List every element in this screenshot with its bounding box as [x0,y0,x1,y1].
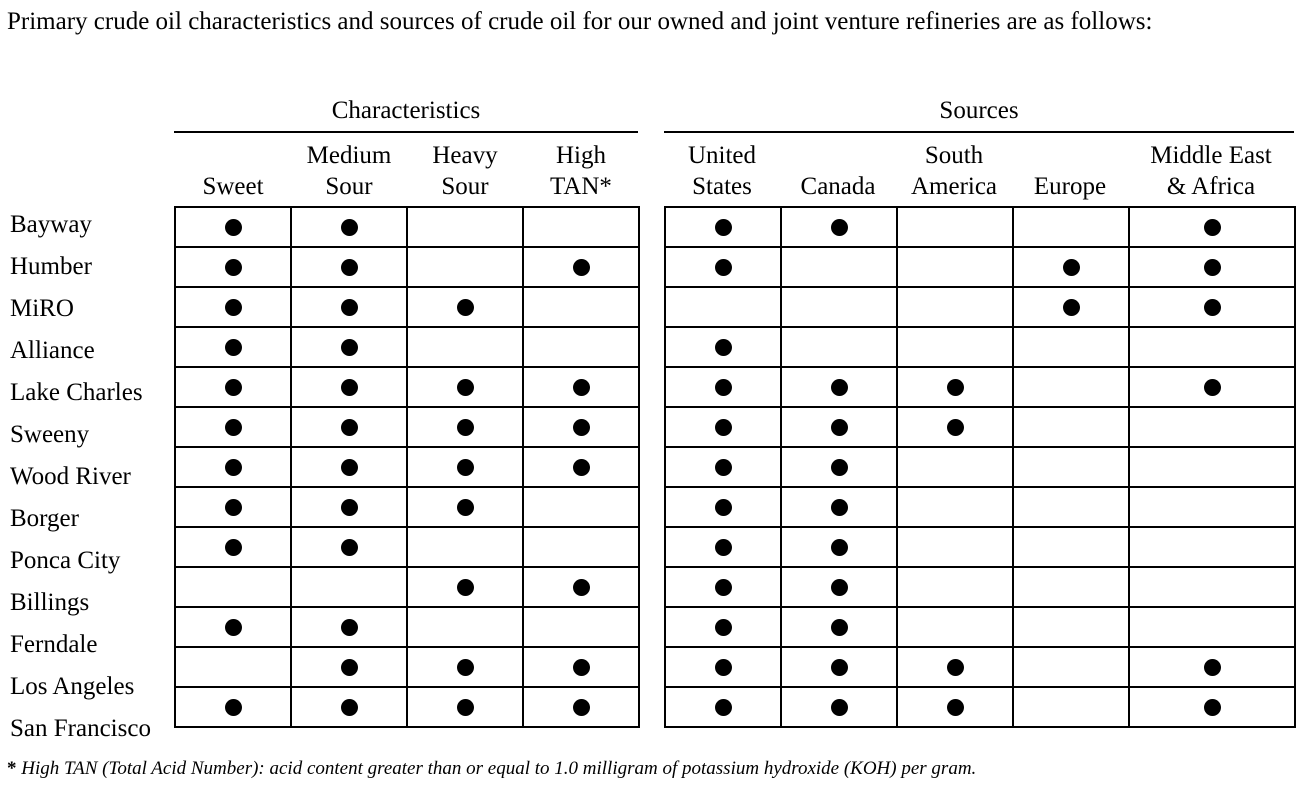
row-label-sweeny: Sweeny [10,421,90,448]
bullet-dot-icon [947,379,964,396]
table-row [665,327,1295,367]
bullet-dot-icon [573,259,590,276]
sources-group-rule [664,131,1294,133]
bullet-dot-icon [715,379,732,396]
table-cell [1013,327,1129,367]
bullet-dot-icon [1204,299,1221,316]
table-cell [1129,567,1295,607]
table-cell [781,247,897,287]
table-cell [781,327,897,367]
table-cell [781,207,897,247]
table-row [175,407,639,447]
bullet-dot-icon [831,459,848,476]
bullet-dot-icon [715,539,732,556]
table-cell [781,647,897,687]
table-row [665,207,1295,247]
bullet-dot-icon [225,339,242,356]
table-cell [407,207,523,247]
bullet-dot-icon [715,619,732,636]
bullet-dot-icon [225,539,242,556]
table-cell [407,407,523,447]
bullet-dot-icon [831,379,848,396]
bullet-dot-icon [341,499,358,516]
bullet-dot-icon [341,539,358,556]
bullet-dot-icon [715,459,732,476]
table-row [175,567,639,607]
bullet-dot-icon [225,499,242,516]
bullet-dot-icon [457,299,474,316]
table-cell [897,647,1013,687]
table-row [175,447,639,487]
table-cell [665,367,781,407]
table-cell [1129,647,1295,687]
bullet-dot-icon [341,419,358,436]
bullet-dot-icon [831,699,848,716]
table-row [175,247,639,287]
table-cell [1013,567,1129,607]
table-cell [897,567,1013,607]
table-cell [897,607,1013,647]
table-cell [407,647,523,687]
bullet-dot-icon [341,219,358,236]
table-row [665,647,1295,687]
table-cell [1129,407,1295,447]
table-row [175,687,639,727]
table-cell [291,687,407,727]
bullet-dot-icon [1204,659,1221,676]
bullet-dot-icon [831,499,848,516]
table-cell [407,567,523,607]
bullet-dot-icon [1063,259,1080,276]
table-row [665,527,1295,567]
table-cell [291,447,407,487]
bullet-dot-icon [715,259,732,276]
table-cell [1013,607,1129,647]
table-cell [665,407,781,447]
characteristics-group-rule [174,131,638,133]
table-cell [1129,447,1295,487]
intro-text: Primary crude oil characteristics and sources of crude oil for our owned and joint venture refineries are as follows: [7,8,1153,35]
table-cell [175,647,291,687]
table-cell [291,207,407,247]
bullet-dot-icon [225,299,242,316]
table-cell [523,567,639,607]
table-cell [1013,247,1129,287]
bullet-dot-icon [831,659,848,676]
table-cell [291,647,407,687]
table-cell [407,527,523,567]
bullet-dot-icon [1204,259,1221,276]
bullet-dot-icon [831,219,848,236]
table-cell [407,367,523,407]
table-cell [523,367,639,407]
row-label-billings: Billings [10,589,90,616]
table-cell [291,607,407,647]
table-cell [897,527,1013,567]
bullet-dot-icon [225,699,242,716]
sources-group-title: Sources [939,97,1019,124]
table-cell [407,247,523,287]
table-cell [897,407,1013,447]
table-cell [665,327,781,367]
bullet-dot-icon [573,579,590,596]
table-cell [781,367,897,407]
column-header-south-america: South America [910,142,998,200]
table-cell [175,367,291,407]
bullet-dot-icon [341,659,358,676]
table-cell [1129,247,1295,287]
table-cell [523,287,639,327]
table-cell [897,287,1013,327]
bullet-dot-icon [225,419,242,436]
bullet-dot-icon [457,499,474,516]
table-row [175,527,639,567]
bullet-dot-icon [947,659,964,676]
table-cell [897,487,1013,527]
bullet-dot-icon [1204,699,1221,716]
column-header-middle-east-africa: Middle East & Africa [1150,142,1272,200]
table-cell [175,447,291,487]
row-label-san-francisco: San Francisco [10,715,151,742]
table-cell [1013,447,1129,487]
bullet-dot-icon [457,659,474,676]
table-cell [897,447,1013,487]
bullet-dot-icon [715,339,732,356]
table-cell [665,247,781,287]
table-cell [897,247,1013,287]
bullet-dot-icon [947,699,964,716]
table-cell [175,287,291,327]
table-cell [291,287,407,327]
table-row [175,487,639,527]
bullet-dot-icon [573,419,590,436]
table-cell [175,327,291,367]
bullet-dot-icon [225,379,242,396]
bullet-dot-icon [341,259,358,276]
table-cell [665,527,781,567]
row-label-bayway: Bayway [10,211,92,238]
table-cell [175,487,291,527]
table-cell [407,447,523,487]
footnote [7,756,976,782]
row-label-wood-river: Wood River [10,463,131,490]
table-row [175,647,639,687]
table-cell [523,687,639,727]
table-cell [407,287,523,327]
column-header-heavy-sour: Heavy Sour [432,142,498,200]
table-cell [665,207,781,247]
table-cell [897,327,1013,367]
table-cell [1129,207,1295,247]
table-cell [291,367,407,407]
table-cell [407,487,523,527]
bullet-dot-icon [341,339,358,356]
table-row [175,367,639,407]
table-cell [665,447,781,487]
table-cell [523,647,639,687]
bullet-dot-icon [573,659,590,676]
table-row [175,607,639,647]
table-cell [781,447,897,487]
table-cell [665,487,781,527]
bullet-dot-icon [715,219,732,236]
table-row [665,687,1295,727]
table-cell [523,327,639,367]
characteristics-group-title: Characteristics [331,97,481,124]
footnote-marker: * [7,758,17,779]
table-cell [1129,327,1295,367]
table-cell [781,607,897,647]
bullet-dot-icon [225,259,242,276]
table-cell [897,207,1013,247]
column-header-sweet: Sweet [202,173,264,200]
table-cell [407,607,523,647]
table-cell [291,567,407,607]
table-cell [175,607,291,647]
bullet-dot-icon [573,379,590,396]
table-cell [291,527,407,567]
row-label-ponca-city: Ponca City [10,547,121,574]
footnote-text: High TAN (Total Acid Number): acid content greater than or equal to 1.0 milligram of potassium hydroxide (KOH) per gram. [16,758,977,779]
table-row [665,567,1295,607]
bullet-dot-icon [225,459,242,476]
table-cell [1013,527,1129,567]
table-cell [665,287,781,327]
table-cell [781,567,897,607]
table-cell [523,447,639,487]
bullet-dot-icon [341,379,358,396]
table-cell [523,487,639,527]
bullet-dot-icon [715,579,732,596]
table-cell [897,367,1013,407]
bullet-dot-icon [341,299,358,316]
table-cell [291,327,407,367]
table-cell [523,247,639,287]
table-cell [781,687,897,727]
table-cell [781,527,897,567]
row-label-miro: MiRO [10,295,74,322]
table-cell [781,487,897,527]
sources-grid [664,206,1296,728]
table-cell [1013,367,1129,407]
table-cell [523,407,639,447]
row-label-ferndale: Ferndale [10,631,98,658]
row-label-los-angeles: Los Angeles [10,673,135,700]
table-cell [897,687,1013,727]
column-header-canada: Canada [800,173,876,200]
table-cell [291,247,407,287]
bullet-dot-icon [457,419,474,436]
bullet-dot-icon [225,219,242,236]
table-cell [175,207,291,247]
bullet-dot-icon [715,419,732,436]
table-cell [1013,207,1129,247]
bullet-dot-icon [831,579,848,596]
table-cell [781,407,897,447]
table-row [175,327,639,367]
table-cell [1013,687,1129,727]
table-cell [175,247,291,287]
table-row [665,607,1295,647]
characteristics-grid [174,206,640,728]
table-cell [665,647,781,687]
bullet-dot-icon [457,379,474,396]
column-header-united-states: United States [687,142,757,200]
bullet-dot-icon [1204,219,1221,236]
table-cell [781,287,897,327]
column-header-high-tan: High TAN* [550,142,612,200]
bullet-dot-icon [947,419,964,436]
table-row [665,407,1295,447]
table-cell [665,607,781,647]
bullet-dot-icon [457,699,474,716]
table-cell [1129,287,1295,327]
table-cell [1129,607,1295,647]
bullet-dot-icon [341,459,358,476]
table-cell [523,607,639,647]
table-cell [665,687,781,727]
table-cell [523,527,639,567]
bullet-dot-icon [715,659,732,676]
table-cell [665,567,781,607]
bullet-dot-icon [715,499,732,516]
table-cell [175,687,291,727]
table-row [665,447,1295,487]
table-cell [291,487,407,527]
table-cell [523,207,639,247]
table-cell [407,327,523,367]
row-label-borger: Borger [10,505,79,532]
bullet-dot-icon [1204,379,1221,396]
table-cell [175,527,291,567]
bullet-dot-icon [225,619,242,636]
table-cell [1129,487,1295,527]
bullet-dot-icon [457,459,474,476]
bullet-dot-icon [573,459,590,476]
table-cell [175,567,291,607]
table-cell [291,407,407,447]
bullet-dot-icon [457,579,474,596]
column-header-medium-sour: Medium Sour [306,142,392,200]
bullet-dot-icon [831,539,848,556]
table-row [665,367,1295,407]
bullet-dot-icon [341,619,358,636]
bullet-dot-icon [573,699,590,716]
bullet-dot-icon [1063,299,1080,316]
column-header-europe: Europe [1033,173,1107,200]
table-row [665,487,1295,527]
table-cell [1013,287,1129,327]
table-cell [1013,487,1129,527]
table-cell [1129,687,1295,727]
table-row [175,287,639,327]
table-row [665,247,1295,287]
table-cell [1129,527,1295,567]
bullet-dot-icon [341,699,358,716]
row-label-humber: Humber [10,253,92,280]
bullet-dot-icon [715,699,732,716]
table-row [665,287,1295,327]
table-cell [407,687,523,727]
row-label-alliance: Alliance [10,337,95,364]
bullet-dot-icon [831,619,848,636]
table-cell [1013,407,1129,447]
table-row [175,207,639,247]
bullet-dot-icon [831,419,848,436]
row-label-lake-charles: Lake Charles [10,379,143,406]
table-cell [175,407,291,447]
table-cell [1129,367,1295,407]
table-cell [1013,647,1129,687]
